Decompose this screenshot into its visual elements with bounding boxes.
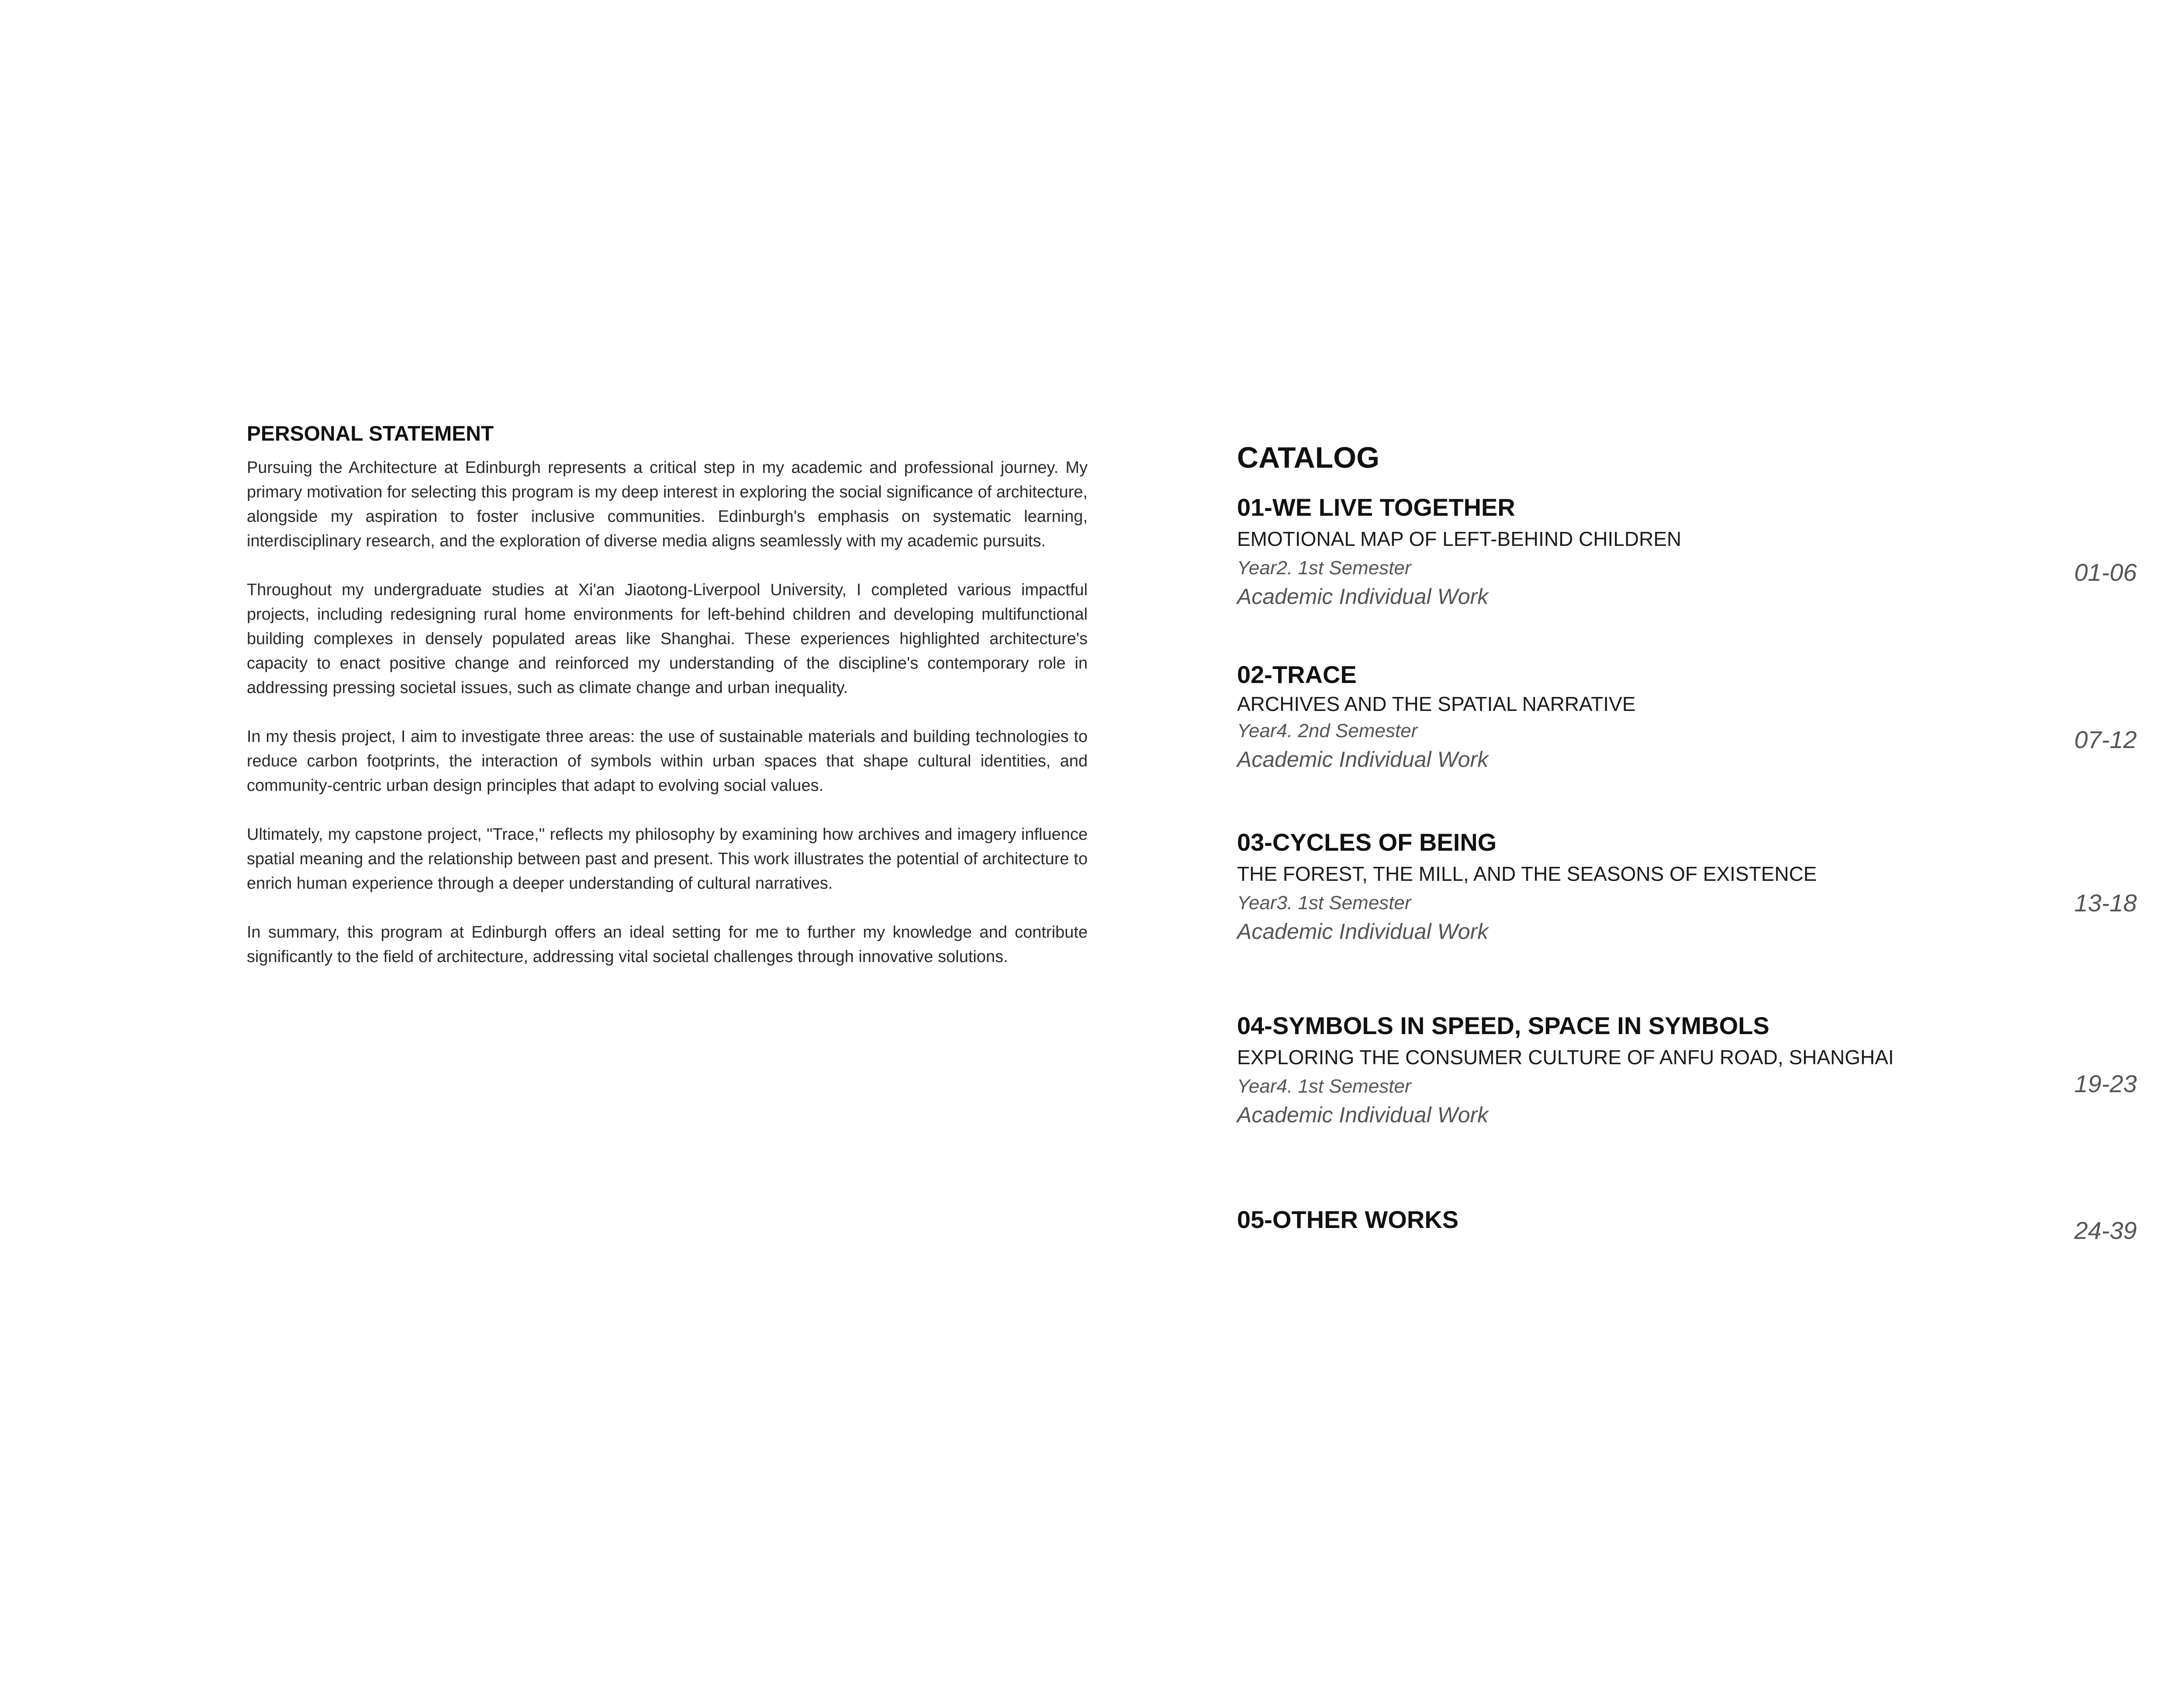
entry-work-type: Academic Individual Work [1237, 919, 1489, 944]
entry-page-range: 19-23 [2074, 1070, 2137, 1097]
entry-subtitle: EMOTIONAL MAP OF LEFT-BEHIND CHILDREN [1237, 528, 1682, 550]
entry-title: 05-OTHER WORKS [1237, 1206, 1459, 1233]
entry-work-type: Academic Individual Work [1237, 584, 1489, 609]
entry-title: 01-WE LIVE TOGETHER [1237, 493, 1515, 521]
catalog-heading: CATALOG [1237, 441, 1380, 474]
statement-paragraph-5: In summary, this program at Edinburgh offers an ideal setting for me to further my knowledge and contribute significantly to the field of architecture, addressing vital societal challenges through innovative solutions. [247, 923, 1088, 966]
entry-subtitle: THE FOREST, THE MILL, AND THE SEASONS OF EXISTENCE [1237, 862, 1817, 885]
entry-page-range: 07-12 [2074, 726, 2137, 753]
catalog-entry-02[interactable] [1237, 659, 2137, 774]
entry-term: Year4. 1st Semester [1237, 1076, 1411, 1097]
personal-statement-heading: PERSONAL STATEMENT [247, 422, 494, 445]
entry-title: 02-TRACE [1237, 661, 1357, 688]
entry-term: Year2. 1st Semester [1237, 557, 1411, 579]
entry-subtitle: EXPLORING THE CONSUMER CULTURE OF ANFU ROAD, SHANGHAI [1237, 1046, 1894, 1069]
catalog-entry-01[interactable] [1237, 491, 2137, 611]
entry-term: Year4. 2nd Semester [1237, 720, 1418, 742]
entry-term: Year3. 1st Semester [1237, 892, 1411, 914]
entry-title: 04-SYMBOLS IN SPEED, SPACE IN SYMBOLS [1237, 1012, 1769, 1039]
catalog-entry-03[interactable] [1237, 826, 2137, 946]
catalog-entry-05[interactable] [1237, 1204, 2137, 1244]
entry-page-range: 01-06 [2074, 559, 2137, 586]
catalog-section [1237, 0, 2137, 1697]
statement-paragraph-3: In my thesis project, I aim to investigate three areas: the use of sustainable materials and building technologies to reduce carbon footprints, the interaction of symbols within urban spaces that shape cultural identities, and community-centric urban design principles that adapt to evolving social values. [247, 727, 1088, 795]
entry-subtitle: ARCHIVES AND THE SPATIAL NARRATIVE [1237, 693, 1636, 715]
entry-work-type: Academic Individual Work [1237, 747, 1489, 772]
personal-statement-section [247, 421, 1088, 993]
catalog-entry-04[interactable] [1237, 1010, 2137, 1129]
statement-paragraph-1: Pursuing the Architecture at Edinburgh represents a critical step in my academic and professional journey. My primary motivation for selecting this program is my deep interest in exploring the social significance of architecture, alongside my aspiration to foster inclusive communities. Edinburgh's emphasis on systematic learning, interdisciplinary research, and the exploration of diverse media aligns seamlessly with my academic pursuits. [247, 458, 1088, 550]
entry-work-type: Academic Individual Work [1237, 1103, 1489, 1127]
statement-paragraph-2: Throughout my undergraduate studies at Xi'an Jiaotong-Liverpool University, I completed various impactful projects, including redesigning rural home environments for left-behind children and developing multifunctional building complexes in densely populated areas like Shanghai. These experiences highlighted architecture's capacity to enact positive change and reinforced my understanding of the discipline's contemporary role in addressing pressing societal issues, such as climate change and urban inequality. [247, 580, 1088, 697]
entry-page-range: 13-18 [2074, 889, 2137, 917]
entry-title: 03-CYCLES OF BEING [1237, 828, 1497, 856]
statement-paragraph-4: Ultimately, my capstone project, "Trace," reflects my philosophy by examining how archives and imagery influence spatial meaning and the relationship between past and present. This work illustrates the potential of architecture to enrich human experience through a deeper understanding of cultural narratives. [247, 825, 1088, 893]
entry-page-range: 24-39 [2074, 1217, 2137, 1244]
